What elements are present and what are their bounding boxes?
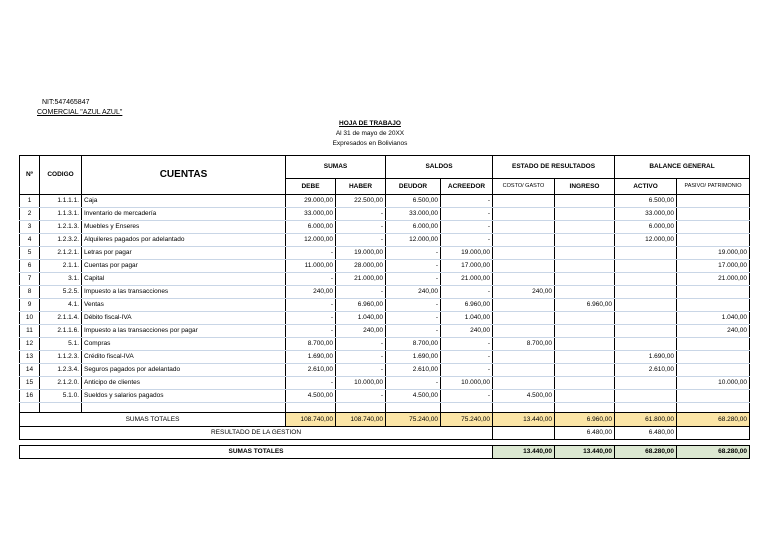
row-debe: -: [286, 299, 336, 312]
row-activo: 33.000,00: [615, 208, 677, 221]
table-row: [20, 260, 750, 273]
final-label: SUMAS TOTALES: [20, 446, 493, 459]
row-ingreso: [555, 325, 615, 338]
row-activo: [615, 260, 677, 273]
row-account: Crédito fiscal-IVA: [82, 351, 286, 364]
row-haber: -: [336, 286, 386, 299]
row-acreedor: 240,00: [441, 325, 493, 338]
totals-acreedor: 75.240,00: [441, 413, 493, 427]
result-row: [20, 427, 750, 440]
row-haber: 10.000,00: [336, 377, 386, 390]
header-debit: DEBE: [286, 179, 336, 195]
row-costo: [493, 325, 555, 338]
row-pasivo: 240,00: [677, 325, 750, 338]
company-name: COMERCIAL "AZUL AZUL": [37, 109, 123, 116]
row-number: 16: [20, 390, 40, 403]
row-pasivo: 19.000,00: [677, 247, 750, 260]
row-pasivo: [677, 364, 750, 377]
row-number: 4: [20, 234, 40, 247]
sheet-date: Al 31 de mayo de 20XX: [335, 130, 405, 137]
result-label: RESULTADO DE LA GESTION: [20, 427, 493, 440]
row-code: 3.1.: [40, 273, 82, 286]
row-haber: 1.040,00: [336, 312, 386, 325]
row-activo: [615, 312, 677, 325]
row-code: 1.1.3.1.: [40, 208, 82, 221]
row-code: 1.1.2.3.: [40, 351, 82, 364]
row-pasivo: [677, 234, 750, 247]
row-account: Impuesto a las transacciones: [82, 286, 286, 299]
row-pasivo: [677, 338, 750, 351]
row-costo: [493, 299, 555, 312]
row-activo: [615, 338, 677, 351]
row-acreedor: 17.000,00: [441, 260, 493, 273]
row-acreedor: 6.960,00: [441, 299, 493, 312]
row-haber: -: [336, 351, 386, 364]
row-ingreso: [555, 208, 615, 221]
row-costo: 240,00: [493, 286, 555, 299]
row-code: 5.2.5.: [40, 286, 82, 299]
row-haber: -: [336, 364, 386, 377]
final-totals-row: [20, 446, 750, 459]
table-row: [20, 286, 750, 299]
row-costo: 8.700,00: [493, 338, 555, 351]
table-row: [20, 299, 750, 312]
row-deudor: 8.700,00: [386, 338, 441, 351]
row-activo: [615, 273, 677, 286]
row-acreedor: -: [441, 286, 493, 299]
row-pasivo: 10.000,00: [677, 377, 750, 390]
totals-deudor: 75.240,00: [386, 413, 441, 427]
row-code: 4.1.: [40, 299, 82, 312]
table-row: [20, 247, 750, 260]
row-deudor: -: [386, 377, 441, 390]
row-pasivo: [677, 286, 750, 299]
row-acreedor: -: [441, 195, 493, 208]
row-ingreso: [555, 377, 615, 390]
row-ingreso: [555, 247, 615, 260]
table-row: [20, 312, 750, 325]
header-code: CODIGO: [40, 156, 82, 195]
row-code: 1.2.3.2.: [40, 234, 82, 247]
row-pasivo: 1.040,00: [677, 312, 750, 325]
row-ingreso: [555, 260, 615, 273]
totals-activo: 61.800,00: [615, 413, 677, 427]
row-haber: 28.000,00: [336, 260, 386, 273]
row-ingreso: [555, 221, 615, 234]
row-deudor: -: [386, 312, 441, 325]
row-activo: 6.500,00: [615, 195, 677, 208]
row-code: 1.1.1.1.: [40, 195, 82, 208]
row-account: Impuesto a las transacciones por pagar: [82, 325, 286, 338]
row-acreedor: 1.040,00: [441, 312, 493, 325]
table-row: [20, 364, 750, 377]
row-activo: [615, 325, 677, 338]
header-account: CUENTAS: [82, 156, 286, 195]
row-pasivo: 17.000,00: [677, 260, 750, 273]
row-deudor: 1.690,00: [386, 351, 441, 364]
row-haber: -: [336, 208, 386, 221]
row-pasivo: [677, 299, 750, 312]
row-number: 9: [20, 299, 40, 312]
worksheet-table: [19, 155, 750, 459]
row-code: 2.1.1.4.: [40, 312, 82, 325]
row-deudor: -: [386, 273, 441, 286]
table-row: [20, 195, 750, 208]
row-costo: [493, 195, 555, 208]
header-n: Nº: [20, 156, 40, 195]
row-code: 1.2.3.4.: [40, 364, 82, 377]
row-ingreso: [555, 351, 615, 364]
row-acreedor: -: [441, 208, 493, 221]
row-pasivo: [677, 351, 750, 364]
row-acreedor: 10.000,00: [441, 377, 493, 390]
row-acreedor: -: [441, 234, 493, 247]
row-debe: 12.000,00: [286, 234, 336, 247]
row-number: 10: [20, 312, 40, 325]
totals-costo: 13.440,00: [493, 413, 555, 427]
sheet-title: HOJA DE TRABAJO: [339, 120, 401, 127]
row-account: Anticipo de clientes: [82, 377, 286, 390]
final-costo: 13.440,00: [493, 446, 555, 459]
row-haber: 22.500,00: [336, 195, 386, 208]
row-haber: -: [336, 338, 386, 351]
row-ingreso: [555, 234, 615, 247]
row-costo: [493, 221, 555, 234]
header-sums: SUMAS: [286, 156, 386, 179]
row-ingreso: [555, 338, 615, 351]
row-code: 5.1.0.: [40, 390, 82, 403]
row-debe: 240,00: [286, 286, 336, 299]
row-debe: -: [286, 325, 336, 338]
row-debe: 8.700,00: [286, 338, 336, 351]
row-code: 2.1.2.0.: [40, 377, 82, 390]
result-ingreso: 6.480,00: [555, 427, 615, 440]
row-number: 14: [20, 364, 40, 377]
row-deudor: 2.610,00: [386, 364, 441, 377]
header-debtor: DEUDOR: [386, 179, 441, 195]
row-haber: -: [336, 221, 386, 234]
row-account: Compras: [82, 338, 286, 351]
row-code: 2.1.1.6.: [40, 325, 82, 338]
table-row: [20, 377, 750, 390]
totals-pasivo: 68.280,00: [677, 413, 750, 427]
row-debe: -: [286, 377, 336, 390]
row-pasivo: [677, 390, 750, 403]
row-number: 12: [20, 338, 40, 351]
header-results: ESTADO DE RESULTADOS: [493, 156, 615, 179]
table-row: [20, 208, 750, 221]
row-activo: 1.690,00: [615, 351, 677, 364]
row-account: Sueldos y salarios pagados: [82, 390, 286, 403]
row-account: Ventas: [82, 299, 286, 312]
row-acreedor: 21.000,00: [441, 273, 493, 286]
row-account: Letras por pagar: [82, 247, 286, 260]
row-haber: 19.000,00: [336, 247, 386, 260]
table-row: [20, 273, 750, 286]
row-haber: -: [336, 390, 386, 403]
row-ingreso: [555, 286, 615, 299]
row-number: 8: [20, 286, 40, 299]
header-balances: SALDOS: [386, 156, 493, 179]
table-row: [20, 325, 750, 338]
row-account: Seguros pagados por adelantado: [82, 364, 286, 377]
row-pasivo: 21.000,00: [677, 273, 750, 286]
row-activo: 12.000,00: [615, 234, 677, 247]
row-costo: [493, 312, 555, 325]
row-code: 1.2.1.3.: [40, 221, 82, 234]
row-account: Capital: [82, 273, 286, 286]
header-general: BALANCE GENERAL: [615, 156, 750, 179]
header-credit: HABER: [336, 179, 386, 195]
row-number: 15: [20, 377, 40, 390]
row-activo: 2.610,00: [615, 364, 677, 377]
row-number: 6: [20, 260, 40, 273]
row-deudor: 4.500,00: [386, 390, 441, 403]
row-number: 5: [20, 247, 40, 260]
row-deudor: -: [386, 260, 441, 273]
row-haber: 240,00: [336, 325, 386, 338]
totals-ingreso: 6.960,00: [555, 413, 615, 427]
row-acreedor: -: [441, 338, 493, 351]
row-debe: 11.000,00: [286, 260, 336, 273]
row-costo: [493, 208, 555, 221]
table-row: [20, 390, 750, 403]
header-cost: COSTO/ GASTO: [493, 179, 555, 195]
row-deudor: 12.000,00: [386, 234, 441, 247]
row-haber: -: [336, 234, 386, 247]
totals-haber: 108.740,00: [336, 413, 386, 427]
row-costo: [493, 234, 555, 247]
table-row: [20, 351, 750, 364]
row-activo: [615, 299, 677, 312]
row-deudor: 240,00: [386, 286, 441, 299]
table-row: [20, 234, 750, 247]
row-debe: -: [286, 312, 336, 325]
final-ingreso: 13.440,00: [555, 446, 615, 459]
row-ingreso: [555, 273, 615, 286]
row-code: 2.1.1.: [40, 260, 82, 273]
row-costo: [493, 364, 555, 377]
row-deudor: 33.000,00: [386, 208, 441, 221]
header-asset: ACTIVO: [615, 179, 677, 195]
row-ingreso: 6.960,00: [555, 299, 615, 312]
row-debe: 2.610,00: [286, 364, 336, 377]
row-acreedor: 19.000,00: [441, 247, 493, 260]
row-account: Inventario de mercadería: [82, 208, 286, 221]
row-deudor: -: [386, 247, 441, 260]
totals-row: [20, 413, 750, 427]
final-pasivo: 68.280,00: [677, 446, 750, 459]
row-debe: -: [286, 247, 336, 260]
row-account: Alquileres pagados por adelantado: [82, 234, 286, 247]
totals-debe: 108.740,00: [286, 413, 336, 427]
row-deudor: -: [386, 299, 441, 312]
company-nit: NIT:547465847: [42, 99, 90, 106]
row-debe: 29.000,00: [286, 195, 336, 208]
table-row: [20, 338, 750, 351]
row-pasivo: [677, 208, 750, 221]
row-number: 11: [20, 325, 40, 338]
row-costo: [493, 351, 555, 364]
row-ingreso: [555, 364, 615, 377]
row-number: 2: [20, 208, 40, 221]
row-activo: 6.000,00: [615, 221, 677, 234]
totals-label: SUMAS TOTALES: [20, 413, 286, 427]
row-activo: [615, 286, 677, 299]
row-ingreso: [555, 312, 615, 325]
row-costo: [493, 377, 555, 390]
row-code: 2.1.2.1.: [40, 247, 82, 260]
row-number: 3: [20, 221, 40, 234]
row-haber: 21.000,00: [336, 273, 386, 286]
header-liability: PASIVO/ PATRIMONIO: [677, 179, 750, 195]
row-account: Caja: [82, 195, 286, 208]
row-costo: 4.500,00: [493, 390, 555, 403]
row-costo: [493, 247, 555, 260]
row-deudor: 6.000,00: [386, 221, 441, 234]
row-deudor: 6.500,00: [386, 195, 441, 208]
row-ingreso: [555, 195, 615, 208]
table-row: [20, 221, 750, 234]
row-account: Muebles y Enseres: [82, 221, 286, 234]
row-number: 1: [20, 195, 40, 208]
row-account: Débito fiscal-IVA: [82, 312, 286, 325]
row-pasivo: [677, 221, 750, 234]
row-pasivo: [677, 195, 750, 208]
row-acreedor: -: [441, 221, 493, 234]
result-activo: 6.480,00: [615, 427, 677, 440]
row-code: 5.1.: [40, 338, 82, 351]
row-acreedor: -: [441, 364, 493, 377]
row-haber: 6.960,00: [336, 299, 386, 312]
row-number: 7: [20, 273, 40, 286]
header-income: INGRESO: [555, 179, 615, 195]
row-debe: 33.000,00: [286, 208, 336, 221]
header-creditor: ACREEDOR: [441, 179, 493, 195]
row-costo: [493, 260, 555, 273]
row-debe: 6.000,00: [286, 221, 336, 234]
row-activo: [615, 377, 677, 390]
sheet-currency: Expresados en Bolivianos: [332, 140, 408, 147]
row-activo: [615, 390, 677, 403]
row-acreedor: -: [441, 390, 493, 403]
row-activo: [615, 247, 677, 260]
row-debe: -: [286, 273, 336, 286]
final-activo: 68.280,00: [615, 446, 677, 459]
row-account: Cuentas por pagar: [82, 260, 286, 273]
row-debe: 4.500,00: [286, 390, 336, 403]
row-acreedor: -: [441, 351, 493, 364]
row-costo: [493, 273, 555, 286]
row-deudor: -: [386, 325, 441, 338]
row-debe: 1.690,00: [286, 351, 336, 364]
row-number: 13: [20, 351, 40, 364]
row-ingreso: [555, 390, 615, 403]
